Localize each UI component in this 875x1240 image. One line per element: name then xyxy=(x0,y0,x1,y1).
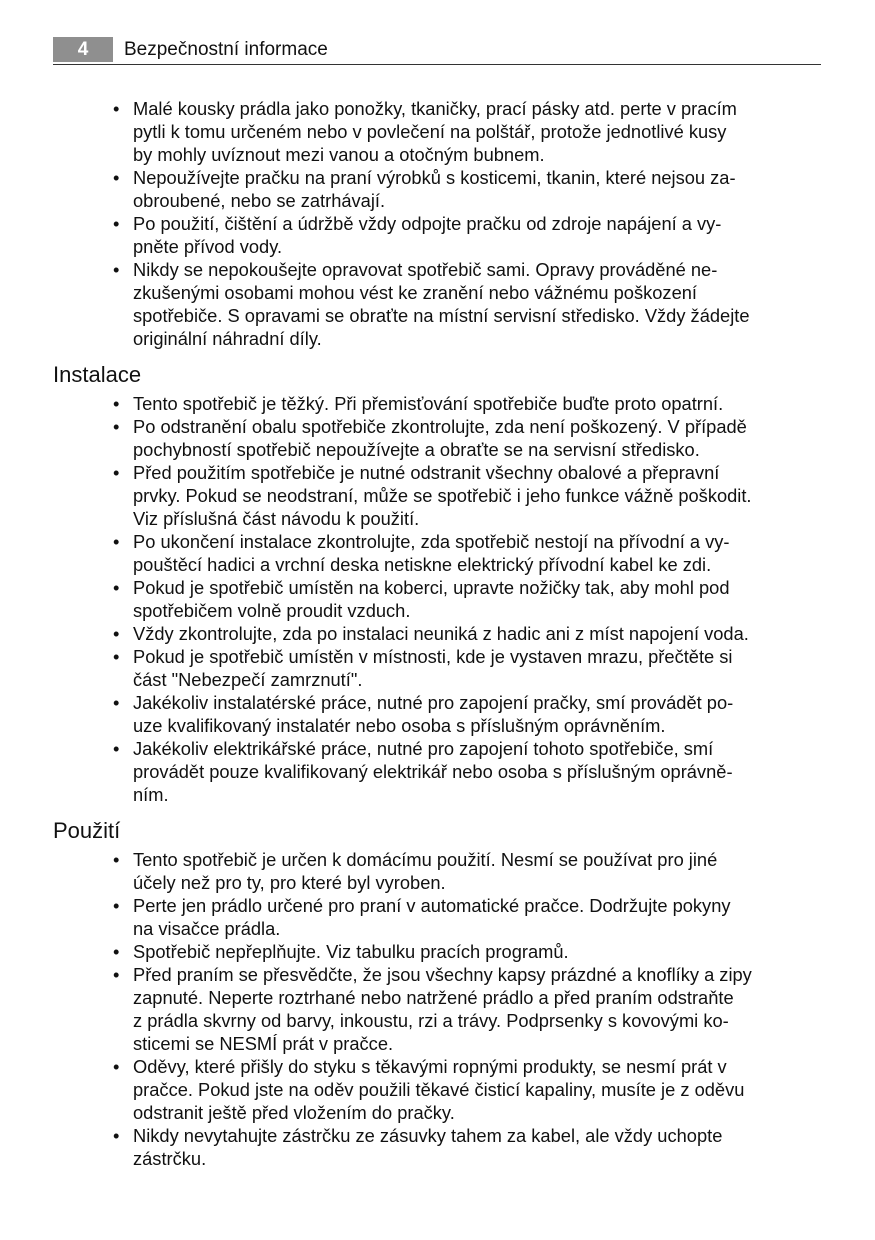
bullet-item xyxy=(53,415,823,461)
bullet-text-line: Po použití, čištění a údržbě vždy odpojte pračku od zdroje napájení a vy- xyxy=(133,213,722,234)
bullet-dot-icon: • xyxy=(113,692,120,713)
bullet-text-line: by mohly uvíznout mezi vanou a otočným bubnem. xyxy=(133,144,545,165)
bullet-dot-icon: • xyxy=(113,941,120,962)
bullet-item xyxy=(53,576,823,622)
bullet-text-line: Jakékoliv instalatérské práce, nutné pro zapojení pračky, smí provádět po- xyxy=(133,692,734,713)
bullet-text-line: Spotřebič nepřeplňujte. Viz tabulku pracích programů. xyxy=(133,941,569,962)
bullet-text-line: pračce. Pokud jste na oděv použili těkavé čisticí kapaliny, musíte je z oděvu xyxy=(133,1079,745,1100)
bullet-text-line: Před použitím spotřebiče je nutné odstranit všechny obalové a přepravní xyxy=(133,462,720,483)
bullet-text-line: odstranit ještě před vložením do pračky. xyxy=(133,1102,455,1123)
bullet-item xyxy=(53,963,823,1055)
bullet-dot-icon: • xyxy=(113,738,120,759)
bullet-text-line: Jakékoliv elektrikářské práce, nutné pro zapojení tohoto spotřebiče, smí xyxy=(133,738,714,759)
page-content xyxy=(53,97,823,1170)
bullet-item xyxy=(53,530,823,576)
bullet-text-line: Nikdy se nepokoušejte opravovat spotřebič sami. Opravy prováděné ne- xyxy=(133,259,718,280)
bullet-text-line: z prádla skvrny od barvy, inkoustu, rzi a trávy. Podprsenky s kovovými ko- xyxy=(133,1010,729,1031)
bullet-text-line: Pokud je spotřebič umístěn v místnosti, kde je vystaven mrazu, přečtěte si xyxy=(133,646,733,667)
bullet-dot-icon: • xyxy=(113,167,120,188)
bullet-item xyxy=(53,212,823,258)
bullet-text-line: Po ukončení instalace zkontrolujte, zda spotřebič nestojí na přívodní a vy- xyxy=(133,531,730,552)
bullet-item xyxy=(53,622,823,645)
bullet-text-line: Tento spotřebič je určen k domácímu použití. Nesmí se používat pro jiné xyxy=(133,849,718,870)
bullet-text-line: Vždy zkontrolujte, zda po instalaci neuniká z hadic ani z míst napojení voda. xyxy=(133,623,749,644)
bullet-text-line: pytli k tomu určeném nebo v povlečení na polštář, protože jednotlivé kusy xyxy=(133,121,727,142)
bullet-text-line: zapnuté. Neperte roztrhané nebo natržené prádlo a před praním odstraňte xyxy=(133,987,734,1008)
bullet-item xyxy=(53,691,823,737)
bullet-item xyxy=(53,97,823,166)
page-number: 4 xyxy=(53,37,113,62)
bullet-item xyxy=(53,1055,823,1124)
bullet-dot-icon: • xyxy=(113,964,120,985)
bullet-text-line: zkušenými osobami mohou vést ke zranění nebo vážnému poškození xyxy=(133,282,697,303)
bullet-text-line: Viz příslušná část návodu k použití. xyxy=(133,508,420,529)
bullet-text-line: účely než pro ty, pro které byl vyroben. xyxy=(133,872,446,893)
bullet-dot-icon: • xyxy=(113,416,120,437)
bullet-text-line: spotřebiče. S opravami se obraťte na místní servisní středisko. Vždy žádejte xyxy=(133,305,750,326)
bullet-text-line: na visačce prádla. xyxy=(133,918,281,939)
page-header xyxy=(53,37,821,65)
bullet-item xyxy=(53,848,823,894)
bullet-text-line: provádět pouze kvalifikovaný elektrikář nebo osoba s příslušným oprávně- xyxy=(133,761,733,782)
sections-container xyxy=(53,362,823,1170)
bullet-text-line: Tento spotřebič je těžký. Při přemisťování spotřebiče buďte proto opatrní. xyxy=(133,393,724,414)
bullet-text-line: ním. xyxy=(133,784,169,805)
bullet-text-line: zástrčku. xyxy=(133,1148,207,1169)
bullet-item xyxy=(53,258,823,350)
bullet-dot-icon: • xyxy=(113,646,120,667)
bullet-dot-icon: • xyxy=(113,98,120,119)
bullet-text-line: pochybností spotřebič nepoužívejte a obraťte se na servisní středisko. xyxy=(133,439,700,460)
section-bullet-list xyxy=(53,392,823,806)
bullet-dot-icon: • xyxy=(113,577,120,598)
bullet-text-line: originální náhradní díly. xyxy=(133,328,322,349)
bullet-text-line: prvky. Pokud se neodstraní, může se spotřebič i jeho funkce vážně poškodit. xyxy=(133,485,752,506)
section-heading: Instalace xyxy=(53,362,142,387)
header-title: Bezpečnostní informace xyxy=(124,39,328,60)
bullet-item xyxy=(53,737,823,806)
bullet-text-line: část "Nebezpečí zamrznutí". xyxy=(133,669,363,690)
bullet-text-line: Po odstranění obalu spotřebiče zkontrolujte, zda není poškozený. V případě xyxy=(133,416,747,437)
bullet-item xyxy=(53,1124,823,1170)
bullet-item xyxy=(53,894,823,940)
bullet-dot-icon: • xyxy=(113,393,120,414)
bullet-dot-icon: • xyxy=(113,462,120,483)
bullet-dot-icon: • xyxy=(113,213,120,234)
bullet-text-line: spotřebičem volně proudit vzduch. xyxy=(133,600,411,621)
bullet-item xyxy=(53,461,823,530)
bullet-dot-icon: • xyxy=(113,1125,120,1146)
bullet-dot-icon: • xyxy=(113,531,120,552)
bullet-item xyxy=(53,392,823,415)
bullet-text-line: Nikdy nevytahujte zástrčku ze zásuvky tahem za kabel, ale vždy uchopte xyxy=(133,1125,723,1146)
bullet-dot-icon: • xyxy=(113,849,120,870)
bullet-dot-icon: • xyxy=(113,623,120,644)
bullet-text-line: pněte přívod vody. xyxy=(133,236,283,257)
bullet-item xyxy=(53,940,823,963)
section-heading: Použití xyxy=(53,818,121,843)
bullet-text-line: Před praním se přesvědčte, že jsou všechny kapsy prázdné a knoflíky a zipy xyxy=(133,964,752,985)
bullet-dot-icon: • xyxy=(113,259,120,280)
bullet-text-line: Nepoužívejte pračku na praní výrobků s kosticemi, tkanin, které nejsou za- xyxy=(133,167,736,188)
bullet-text-line: Malé kousky prádla jako ponožky, tkaničky, prací pásky atd. perte v pracím xyxy=(133,98,737,119)
bullet-item xyxy=(53,166,823,212)
bullet-dot-icon: • xyxy=(113,895,120,916)
bullet-item xyxy=(53,645,823,691)
bullet-text-line: sticemi se NESMÍ prát v pračce. xyxy=(133,1033,394,1054)
intro-bullet-list xyxy=(53,97,823,350)
section-bullet-list xyxy=(53,848,823,1170)
bullet-dot-icon: • xyxy=(113,1056,120,1077)
bullet-text-line: Pokud je spotřebič umístěn na koberci, upravte nožičky tak, aby mohl pod xyxy=(133,577,730,598)
bullet-text-line: Oděvy, které přišly do styku s těkavými ropnými produkty, se nesmí prát v xyxy=(133,1056,727,1077)
bullet-text-line: obroubené, nebo se zatrhávají. xyxy=(133,190,386,211)
bullet-text-line: Perte jen prádlo určené pro praní v automatické pračce. Dodržujte pokyny xyxy=(133,895,731,916)
bullet-text-line: pouštěcí hadici a vrchní deska netiskne elektrický přívodní kabel ke zdi. xyxy=(133,554,712,575)
bullet-text-line: uze kvalifikovaný instalatér nebo osoba s příslušným oprávněním. xyxy=(133,715,666,736)
